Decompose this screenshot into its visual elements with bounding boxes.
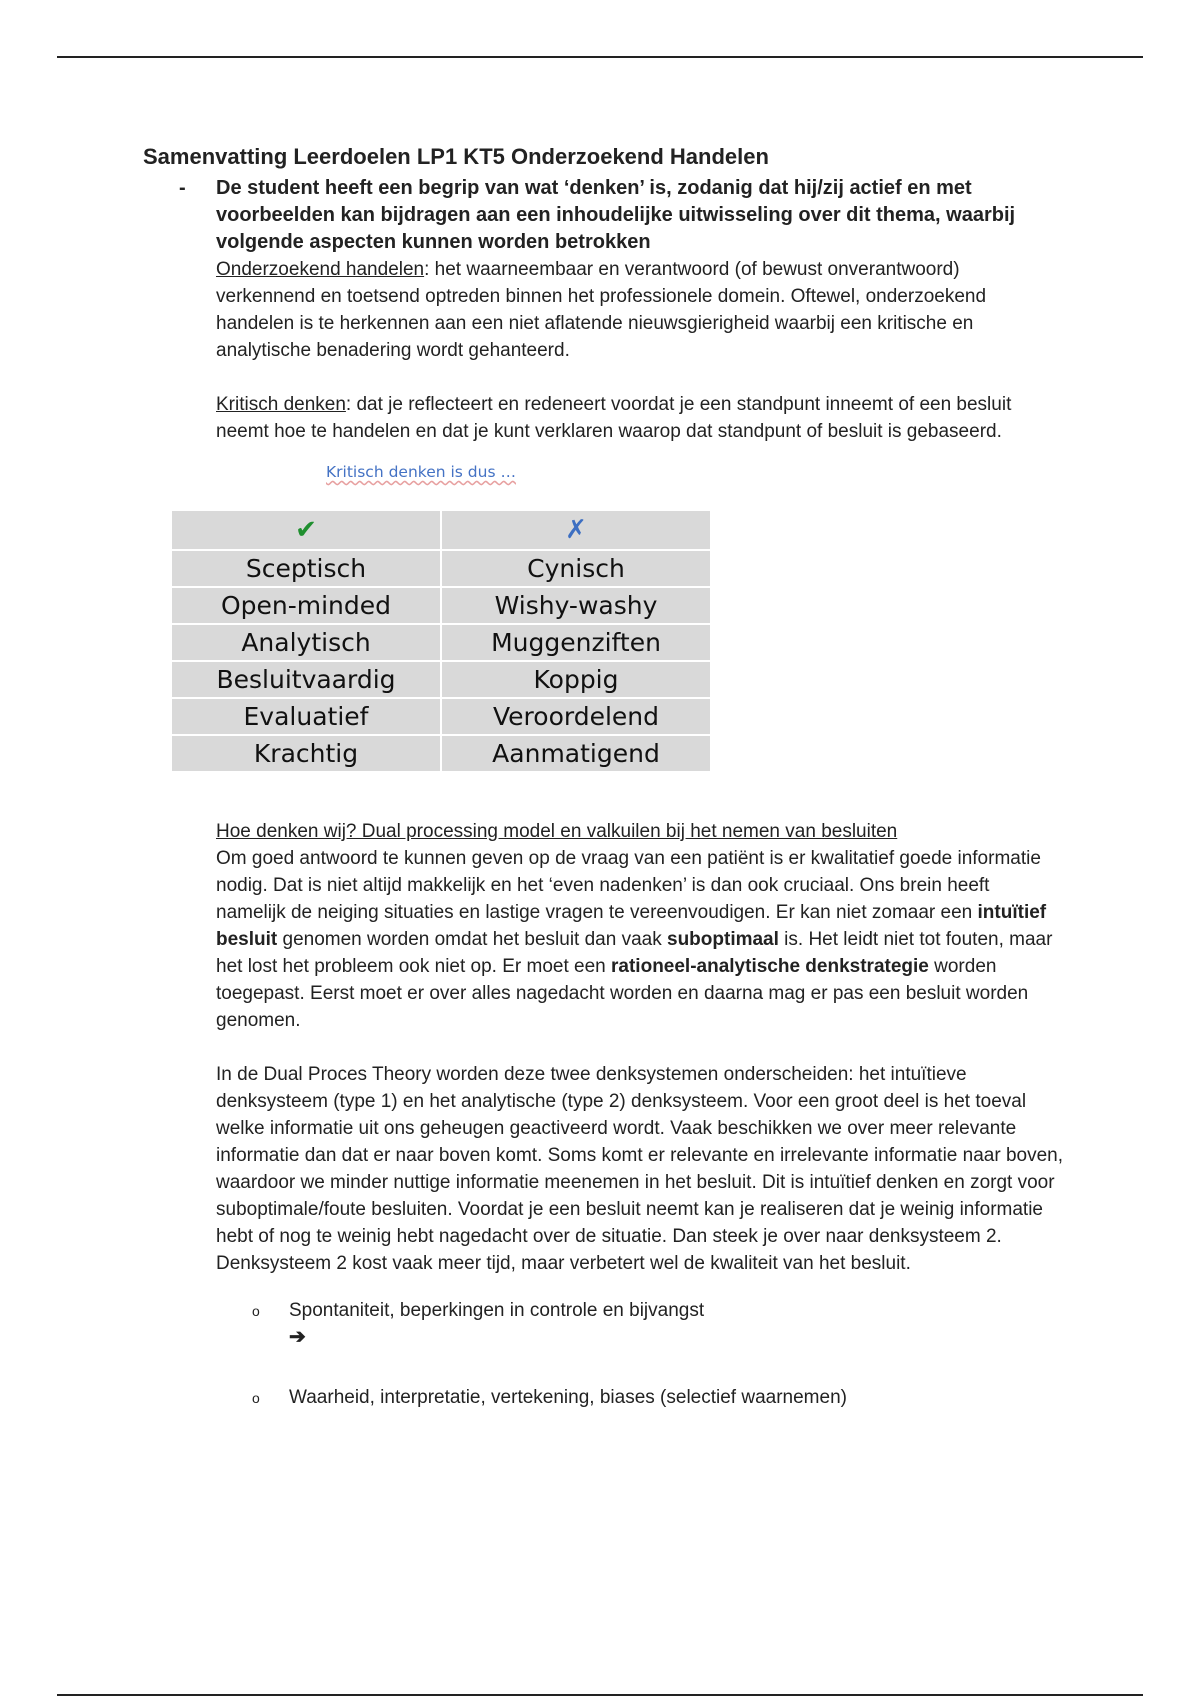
circle-bullet-icon: o	[252, 1390, 260, 1406]
good-trait: Open-minded	[172, 588, 440, 623]
learning-goal-text: De student heeft een begrip van wat ‘denken’ is, zodanig dat hij/zij actief en met voorbeelden kan bijdragen aan een inhoudelijke uitwisseling over dit thema, waarbij volgende aspecten kunnen worden betrokken	[216, 177, 1016, 253]
good-trait: Evaluatief	[172, 699, 440, 734]
bad-trait: Veroordelend	[442, 699, 710, 734]
bad-trait: Wishy-washy	[442, 588, 710, 623]
good-trait: Krachtig	[172, 736, 440, 771]
bullet-dash: -	[179, 177, 186, 199]
dual-paragraph-2: In de Dual Proces Theory worden deze twee denksystemen onderscheiden: het intuïtieve denksysteem (type 1) en het analytische (type 2) denksysteem. Voor een groot deel is het toeval welke informatie uit ons geheugen geactiveerd wordt. Vaak beschikken we over meer relevante informatie dan dat er naar boven komt. Soms komt er relevante en irrelevante informatie naar boven, waardoor we minder nuttige informatie meenemen in het besluit. Dit is intuïtief denken en zorgt voor suboptimale/foute besluiten. Voordat je een besluit neemt kan je realiseren dat je weinig informatie hebt of nog te weinig hebt nagedacht over de situatie. Dan steek je over naar denksysteem 2. Denksysteem 2 kost vaak meer tijd, maar verbetert wel de kwaliteit van het besluit.	[216, 1064, 1063, 1274]
arrow-right-icon: ➔	[289, 1326, 306, 1348]
dual-heading-line	[216, 818, 1063, 845]
table-row	[172, 588, 710, 623]
good-trait: Besluitvaardig	[172, 662, 440, 697]
dual-processing-section	[143, 818, 1063, 1411]
circle-bullet-icon: o	[252, 1303, 260, 1319]
table-header-row	[172, 511, 710, 549]
onderzoekend-definition: : het waarneembaar en verantwoord (of bewust onverantwoord) verkennend en toetsend optreden binnen het professionele domein. Oftewel, onderzoekend handelen is te herkennen aan een niet aflatende nieuwsgierigheid waarbij een kritische en analytische benadering wordt gehanteerd.	[216, 259, 987, 361]
onderzoekend-term: Onderzoekend handelen	[216, 259, 425, 280]
bold-term: suboptimaal	[667, 929, 779, 950]
good-trait: Analytisch	[172, 625, 440, 660]
bad-trait: Koppig	[442, 662, 710, 697]
bold-term: rationeel-analytische denkstrategie	[611, 956, 929, 977]
header-rule	[57, 56, 1143, 58]
kritisch-denken-table	[170, 509, 712, 773]
table-row	[172, 551, 710, 586]
table-row	[172, 625, 710, 660]
figure-caption-text: Kritisch denken is dus …	[326, 463, 516, 481]
bold-term: intuïtief besluit	[216, 902, 1047, 950]
sub-bullet-list	[216, 1297, 1063, 1411]
list-item	[252, 1297, 1063, 1351]
good-trait: Sceptisch	[172, 551, 440, 586]
document-title: Samenvatting Leerdoelen LP1 KT5 Onderzoekend Handelen	[143, 144, 769, 169]
document-body	[143, 143, 1063, 1411]
table-row	[172, 736, 710, 771]
kritisch-definition: : dat je reflecteert en redeneert voordat je een standpunt inneemt of een besluit neemt hoe te handelen en dat je kunt verklaren waarop dat standpunt of besluit is gebaseerd.	[216, 394, 1012, 442]
onderzoekend-paragraph	[216, 256, 1063, 364]
table-row	[172, 699, 710, 734]
list-item	[252, 1384, 1063, 1411]
cross-icon: ✗	[442, 511, 710, 549]
list-item-text: Spontaniteit, beperkingen in controle en bijvangst	[289, 1300, 705, 1321]
footer-rule	[57, 1694, 1143, 1696]
kritisch-term: Kritisch denken	[216, 394, 346, 415]
list-item-text: Waarheid, interpretatie, vertekening, biases (selectief waarnemen)	[289, 1387, 847, 1408]
check-icon: ✔	[172, 511, 440, 549]
figure-caption	[326, 463, 1063, 481]
learning-goal	[143, 175, 1063, 445]
bad-trait: Aanmatigend	[442, 736, 710, 771]
bad-trait: Muggenziften	[442, 625, 710, 660]
bad-trait: Cynisch	[442, 551, 710, 586]
dual-paragraph-1: Om goed antwoord te kunnen geven op de vraag van een patiënt is er kwalitatief goede informatie nodig. Dat is niet altijd makkelijk en het ‘even nadenken’ is dan ook cruciaal. Ons brein heeft namelijk de neiging situaties en lastige vragen te vereenvoudigen. Er kan niet zomaar een intuïtief besluit genomen worden omdat het besluit dan vaak suboptimaal is. Het leidt niet tot fouten, maar het lost het probleem ook niet op. Er moet een rationeel-analytische denkstrategie worden toegepast. Eerst moet er over alles nagedacht worden en daarna mag er pas een besluit worden genomen.	[216, 848, 1053, 1031]
kritisch-paragraph	[216, 391, 1063, 445]
table-row	[172, 662, 710, 697]
dual-heading: Hoe denken wij? Dual processing model en valkuilen bij het nemen van besluiten	[216, 821, 898, 842]
